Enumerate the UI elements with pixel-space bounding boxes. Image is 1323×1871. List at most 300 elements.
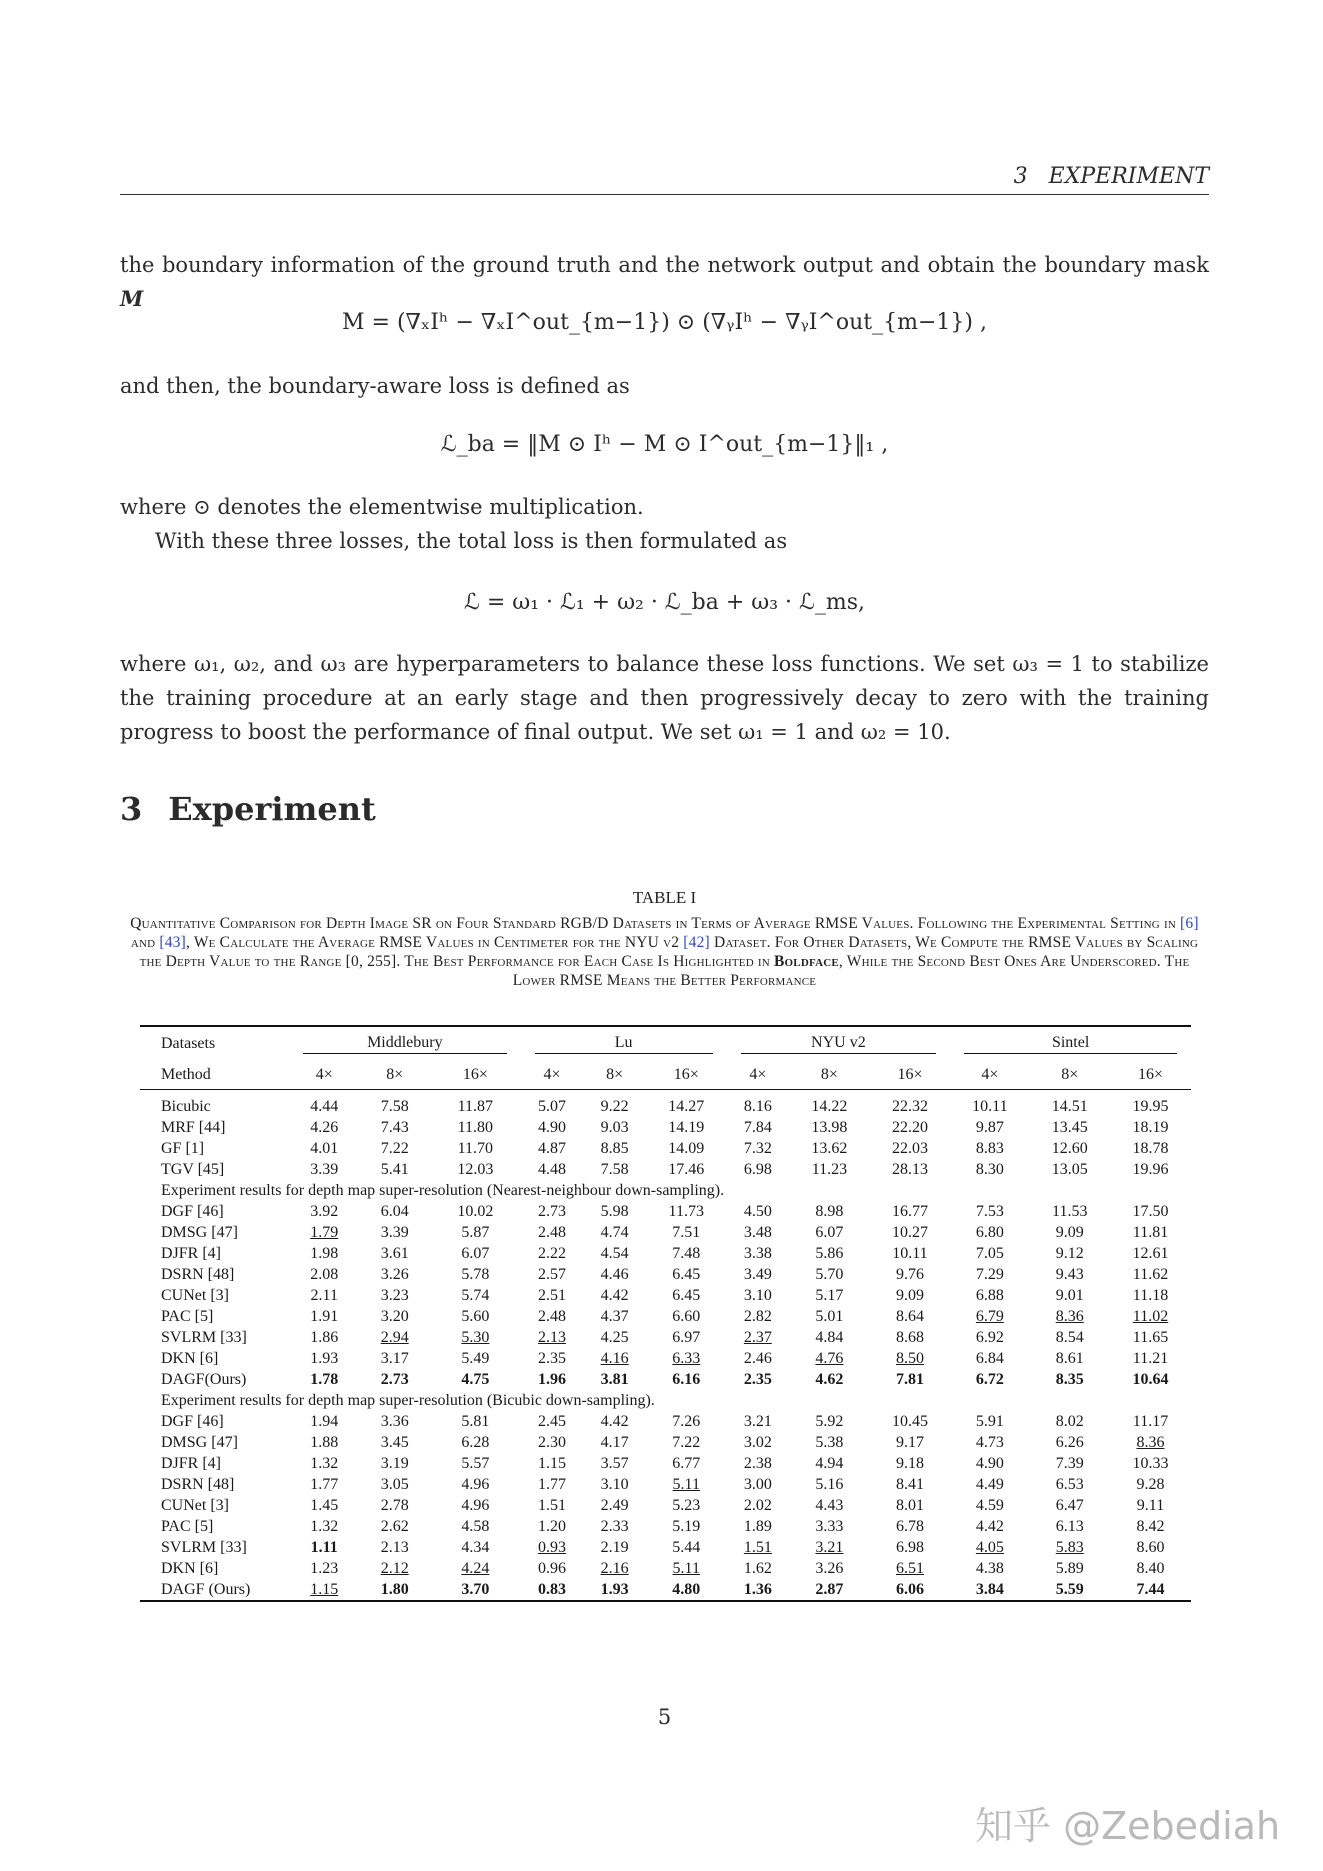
rmse-value: 3.49 (743, 1266, 772, 1283)
rmse-value: 6.77 (672, 1455, 701, 1472)
rmse-value: 5.23 (672, 1497, 701, 1514)
rmse-value: 5.38 (815, 1434, 844, 1451)
rmse-value: 3.38 (743, 1245, 772, 1262)
rmse-value: 1.77 (538, 1476, 566, 1493)
rmse-value: 3.92 (310, 1203, 339, 1220)
table-row (140, 1285, 1191, 1306)
rmse-value: 6.84 (975, 1350, 1004, 1367)
rmse-value: 6.60 (672, 1308, 701, 1325)
rmse-value: 1.11 (310, 1539, 338, 1556)
table-section-note (140, 1390, 1191, 1411)
rmse-value: 4.49 (975, 1476, 1004, 1493)
rmse-value: 1.51 (743, 1539, 772, 1556)
rmse-value: 14.22 (811, 1098, 848, 1115)
rmse-value: 4.54 (600, 1245, 629, 1262)
rmse-value: 5.49 (461, 1350, 490, 1367)
rmse-value: 5.57 (461, 1455, 490, 1472)
rmse-value: 3.61 (380, 1245, 409, 1262)
rmse-value: 2.37 (743, 1329, 772, 1346)
dataset-header: Middlebury (303, 1032, 507, 1054)
rmse-value: 9.22 (600, 1098, 629, 1115)
rmse-value: 2.08 (310, 1266, 339, 1283)
rmse-value: 8.60 (1136, 1539, 1165, 1556)
table-section-note (140, 1180, 1191, 1201)
equation-boundary-loss: ℒ_ba = ‖M ⊙ Iʰ − M ⊙ I^out_{m−1}‖₁ , (440, 432, 889, 457)
equation-mask: M = (∇ₓIʰ − ∇ₓI^out_{m−1}) ⊙ (∇ᵧIʰ − ∇ᵧI^out_{m−1}) , (342, 310, 987, 335)
rmse-value: 9.28 (1136, 1476, 1165, 1493)
table-row (140, 1090, 1191, 1118)
rmse-value: 10.11 (972, 1098, 1008, 1115)
section-heading (120, 790, 376, 828)
rmse-value: 2.82 (743, 1308, 772, 1325)
rmse-value: 3.10 (743, 1287, 772, 1304)
rmse-value: 3.02 (743, 1434, 772, 1451)
rmse-value: 8.50 (895, 1350, 924, 1367)
rmse-value: 2.19 (600, 1539, 629, 1556)
rmse-value: 2.46 (743, 1350, 772, 1367)
rmse-value: 19.96 (1132, 1161, 1169, 1178)
table-row (140, 1495, 1191, 1516)
rmse-value: 4.94 (815, 1455, 844, 1472)
dataset-header: Sintel (964, 1032, 1177, 1054)
method-name: TGV [45] (161, 1161, 225, 1178)
rmse-value: 4.24 (461, 1560, 490, 1577)
rmse-value: 4.26 (310, 1119, 339, 1136)
method-name: DSRN [48] (161, 1266, 235, 1283)
rmse-value: 14.09 (668, 1140, 705, 1157)
table-row (140, 1264, 1191, 1285)
rmse-value: 3.20 (380, 1308, 409, 1325)
method-name: CUNet [3] (161, 1497, 229, 1514)
datasets-header: Datasets (140, 1026, 289, 1059)
table-row (140, 1579, 1191, 1601)
rmse-value: 10.45 (891, 1413, 928, 1430)
rmse-value: 9.17 (895, 1434, 924, 1451)
method-name: DJFR [4] (161, 1455, 222, 1472)
header-section-title: EXPERIMENT (1048, 164, 1209, 189)
rmse-value: 9.09 (895, 1287, 924, 1304)
rmse-value: 8.64 (895, 1308, 924, 1325)
rmse-value: 22.20 (891, 1119, 928, 1136)
rmse-value: 3.05 (380, 1476, 409, 1493)
rmse-value: 14.27 (668, 1098, 705, 1115)
rmse-value: 13.45 (1051, 1119, 1088, 1136)
rmse-value: 2.22 (538, 1245, 566, 1262)
table-row (140, 1432, 1191, 1453)
rmse-value: 5.74 (461, 1287, 490, 1304)
rmse-value: 6.28 (461, 1434, 490, 1451)
scale-header: 16× (646, 1059, 727, 1090)
rmse-value: 5.44 (672, 1539, 701, 1556)
rmse-value: 9.03 (600, 1119, 629, 1136)
rmse-value: 1.62 (743, 1560, 772, 1577)
rmse-value: 7.29 (975, 1266, 1004, 1283)
method-name: GF [1] (161, 1140, 205, 1157)
rmse-value: 5.07 (538, 1098, 566, 1115)
scale-header: 16× (1110, 1059, 1191, 1090)
section-title: Experiment (168, 790, 376, 828)
rmse-value: 8.35 (1055, 1371, 1084, 1388)
table-body (140, 1026, 1191, 1601)
rmse-value: 11.81 (1132, 1224, 1169, 1241)
rmse-value: 3.39 (380, 1224, 409, 1241)
rmse-value: 4.01 (310, 1140, 339, 1157)
dataset-header: NYU v2 (741, 1032, 937, 1054)
rmse-value: 7.43 (380, 1119, 409, 1136)
rmse-value: 7.32 (743, 1140, 772, 1157)
rmse-value: 11.53 (1052, 1203, 1088, 1220)
rmse-value: 2.35 (538, 1350, 566, 1367)
rmse-value: 1.51 (538, 1497, 566, 1514)
rmse-value: 3.33 (815, 1518, 844, 1535)
scale-header: 8× (359, 1059, 429, 1090)
rmse-value: 8.02 (1055, 1413, 1084, 1430)
rmse-value: 4.59 (975, 1497, 1004, 1514)
rmse-value: 2.30 (538, 1434, 566, 1451)
rmse-value: 3.00 (743, 1476, 772, 1493)
rmse-value: 4.74 (600, 1224, 629, 1241)
rmse-value: 4.73 (975, 1434, 1004, 1451)
rmse-value: 10.02 (457, 1203, 494, 1220)
method-name: DKN [6] (161, 1350, 219, 1367)
rmse-value: 9.12 (1055, 1245, 1084, 1262)
rmse-value: 2.35 (743, 1371, 772, 1388)
rmse-value: 1.45 (310, 1497, 339, 1514)
rmse-value: 6.88 (975, 1287, 1004, 1304)
rmse-value: 2.48 (538, 1308, 566, 1325)
rmse-value: 1.88 (310, 1434, 339, 1451)
rmse-value: 1.79 (310, 1224, 339, 1241)
rmse-value: 1.77 (310, 1476, 339, 1493)
citation-link[interactable]: [43] (159, 934, 186, 951)
page-number: 5 (657, 1705, 672, 1729)
rmse-value: 6.16 (672, 1371, 701, 1388)
rmse-value: 8.16 (743, 1098, 772, 1115)
rmse-value: 1.94 (310, 1413, 339, 1430)
method-name: DSRN [48] (161, 1476, 235, 1493)
method-name: DJFR [4] (161, 1245, 222, 1262)
method-name: DGF [46] (161, 1413, 224, 1430)
rmse-value: 2.73 (538, 1203, 566, 1220)
rmse-value: 11.87 (457, 1098, 494, 1115)
rmse-value: 3.84 (950, 1579, 1029, 1601)
rmse-value: 1.36 (727, 1579, 790, 1601)
rmse-value: 3.48 (743, 1224, 772, 1241)
header-section-number: 3 (1013, 164, 1028, 189)
dataset-header: Lu (535, 1032, 713, 1054)
rmse-value: 1.91 (310, 1308, 339, 1325)
rmse-value: 4.90 (975, 1455, 1004, 1472)
rmse-value: 4.48 (538, 1161, 566, 1178)
rmse-value: 6.45 (672, 1266, 701, 1283)
rmse-value: 11.17 (1132, 1413, 1169, 1430)
rmse-value: 2.94 (380, 1329, 409, 1346)
rmse-value: 4.50 (743, 1203, 772, 1220)
rmse-value: 5.83 (1055, 1539, 1084, 1556)
section-note-text: Experiment results for depth map super-resolution (Bicubic down-sampling). (161, 1392, 655, 1409)
rmse-value: 2.13 (538, 1329, 566, 1346)
rmse-value: 9.76 (895, 1266, 924, 1283)
rmse-value: 9.11 (1136, 1497, 1165, 1514)
rmse-value: 2.48 (538, 1224, 566, 1241)
rmse-value: 3.81 (600, 1371, 629, 1388)
table-row (140, 1201, 1191, 1222)
rmse-value: 2.33 (600, 1518, 629, 1535)
rmse-value: 8.68 (895, 1329, 924, 1346)
rmse-value: 1.96 (538, 1371, 566, 1388)
rmse-value: 8.36 (1136, 1434, 1165, 1451)
rmse-value: 5.30 (461, 1329, 490, 1346)
rmse-value: 9.09 (1055, 1224, 1084, 1241)
rmse-value: 13.98 (811, 1119, 848, 1136)
rmse-value: 3.23 (380, 1287, 409, 1304)
rmse-value: 11.80 (457, 1119, 494, 1136)
rmse-value: 1.15 (289, 1579, 359, 1601)
rmse-value: 8.01 (895, 1497, 924, 1514)
rmse-value: 3.70 (430, 1579, 521, 1601)
rmse-value: 7.22 (380, 1140, 409, 1157)
rmse-value: 6.80 (975, 1224, 1004, 1241)
rmse-value: 7.05 (975, 1245, 1004, 1262)
rmse-value: 5.11 (672, 1476, 700, 1493)
mask-symbol: M (120, 286, 144, 311)
rmse-value: 4.96 (461, 1476, 490, 1493)
scale-header: 8× (583, 1059, 646, 1090)
rmse-value: 0.96 (538, 1560, 566, 1577)
rmse-value: 12.03 (457, 1161, 494, 1178)
rmse-value: 7.53 (975, 1203, 1004, 1220)
table-row (140, 1243, 1191, 1264)
rmse-value: 5.17 (815, 1287, 844, 1304)
rmse-value: 6.53 (1055, 1476, 1084, 1493)
method-name: DGF [46] (161, 1203, 224, 1220)
rmse-value: 6.45 (672, 1287, 701, 1304)
rmse-value: 11.70 (457, 1140, 494, 1157)
rmse-value: 2.45 (538, 1413, 566, 1430)
rmse-value: 1.98 (310, 1245, 339, 1262)
rmse-value: 11.21 (1132, 1350, 1169, 1367)
rmse-value: 11.62 (1132, 1266, 1169, 1283)
rmse-value: 3.45 (380, 1434, 409, 1451)
rmse-value: 3.39 (310, 1161, 339, 1178)
rmse-value: 2.12 (380, 1560, 409, 1577)
table-label: TABLE I (632, 888, 697, 907)
paragraph-boundary-loss-intro: and then, the boundary-aware loss is defined as (120, 374, 630, 398)
table-row (140, 1558, 1191, 1579)
rmse-value: 11.73 (668, 1203, 704, 1220)
rmse-value: 6.26 (1055, 1434, 1084, 1451)
table-row (140, 1516, 1191, 1537)
rmse-value: 1.32 (310, 1518, 339, 1535)
rmse-value: 12.61 (1132, 1245, 1169, 1262)
rmse-value: 2.62 (380, 1518, 409, 1535)
table-row (140, 1369, 1191, 1390)
rmse-value: 6.92 (975, 1329, 1004, 1346)
rmse-value: 19.95 (1132, 1098, 1169, 1115)
rmse-value: 5.60 (461, 1308, 490, 1325)
rmse-value: 4.16 (600, 1350, 629, 1367)
method-name: DAGF(Ours) (161, 1371, 247, 1388)
rmse-value: 5.16 (815, 1476, 844, 1493)
rmse-value: 4.38 (975, 1560, 1004, 1577)
rmse-value: 12.60 (1051, 1140, 1088, 1157)
rmse-value: 6.98 (895, 1539, 924, 1556)
rmse-value: 10.11 (892, 1245, 928, 1262)
rmse-value: 8.40 (1136, 1560, 1165, 1577)
rmse-value: 5.41 (380, 1161, 409, 1178)
table-row (140, 1222, 1191, 1243)
paragraph-elementwise: where ⊙ denotes the elementwise multiplication. (120, 495, 644, 519)
rmse-value: 8.85 (600, 1140, 629, 1157)
rmse-value: 8.54 (1055, 1329, 1084, 1346)
rmse-value: 4.25 (600, 1329, 629, 1346)
scale-header: 16× (430, 1059, 521, 1090)
rmse-value: 0.93 (538, 1539, 566, 1556)
method-name: MRF [44] (161, 1119, 226, 1136)
rmse-value: 4.84 (815, 1329, 844, 1346)
rmse-value: 4.05 (975, 1539, 1004, 1556)
rmse-value: 5.70 (815, 1266, 844, 1283)
scale-header: 16× (870, 1059, 951, 1090)
rmse-value: 2.11 (310, 1287, 338, 1304)
rmse-value: 5.11 (672, 1560, 700, 1577)
scale-header: 4× (727, 1059, 790, 1090)
rmse-value: 9.43 (1055, 1266, 1084, 1283)
rmse-value: 6.79 (975, 1308, 1004, 1325)
rmse-value: 6.33 (672, 1350, 701, 1367)
rmse-value: 8.42 (1136, 1518, 1165, 1535)
method-name: DKN [6] (161, 1560, 219, 1577)
rmse-value: 3.26 (380, 1266, 409, 1283)
table-row (140, 1474, 1191, 1495)
rmse-value: 3.26 (815, 1560, 844, 1577)
rmse-value: 17.46 (668, 1161, 705, 1178)
rmse-value: 4.17 (600, 1434, 629, 1451)
rmse-value: 3.21 (815, 1539, 844, 1556)
rmse-value: 28.13 (891, 1161, 928, 1178)
scale-header: 4× (289, 1059, 359, 1090)
rmse-value: 6.07 (461, 1245, 490, 1262)
rmse-value: 9.01 (1055, 1287, 1084, 1304)
method-name: PAC [5] (161, 1518, 214, 1535)
rmse-value: 3.10 (600, 1476, 629, 1493)
method-header: Method (140, 1059, 289, 1090)
rmse-value: 6.72 (975, 1371, 1004, 1388)
rmse-value: 4.62 (815, 1371, 844, 1388)
rmse-value: 2.16 (600, 1560, 629, 1577)
table-row (140, 1138, 1191, 1159)
rmse-value: 1.32 (310, 1455, 339, 1472)
rmse-value: 2.02 (743, 1497, 772, 1514)
method-name: CUNet [3] (161, 1287, 229, 1304)
rmse-value: 4.80 (646, 1579, 727, 1601)
method-name: Bicubic (161, 1098, 211, 1115)
rmse-value: 4.44 (310, 1098, 339, 1115)
rmse-value: 6.51 (895, 1560, 924, 1577)
rmse-value: 4.87 (538, 1140, 566, 1157)
rmse-value: 5.86 (815, 1245, 844, 1262)
running-header (120, 164, 1209, 189)
rmse-value: 4.46 (600, 1266, 629, 1283)
section-note-text: Experiment results for depth map super-resolution (Nearest-neighbour down-sampling). (161, 1182, 725, 1199)
rmse-value: 4.34 (461, 1539, 490, 1556)
rmse-value: 5.81 (461, 1413, 490, 1430)
rmse-value: 17.50 (1132, 1203, 1169, 1220)
rmse-value: 3.57 (600, 1455, 629, 1472)
rmse-value: 0.83 (521, 1579, 584, 1601)
scale-header: 8× (789, 1059, 870, 1090)
table-header-datasets (140, 1026, 1191, 1059)
rmse-value: 5.91 (975, 1413, 1004, 1430)
rmse-value: 7.58 (380, 1098, 409, 1115)
table-header-scales (140, 1059, 1191, 1090)
rmse-value: 4.43 (815, 1497, 844, 1514)
method-name: PAC [5] (161, 1308, 214, 1325)
table-row (140, 1348, 1191, 1369)
rmse-value: 16.77 (891, 1203, 928, 1220)
rmse-value: 4.90 (538, 1119, 566, 1136)
rmse-value: 13.62 (811, 1140, 848, 1157)
table-row (140, 1411, 1191, 1432)
table-row (140, 1117, 1191, 1138)
citation-link[interactable]: [42] (683, 934, 710, 951)
rmse-value: 11.65 (1132, 1329, 1169, 1346)
method-name: SVLRM [33] (161, 1329, 247, 1346)
rmse-value: 5.87 (461, 1224, 490, 1241)
rmse-value: 5.98 (600, 1203, 629, 1220)
rmse-value: 6.13 (1055, 1518, 1084, 1535)
method-name: DMSG [47] (161, 1434, 238, 1451)
section-number: 3 (120, 790, 143, 828)
rmse-value: 6.78 (895, 1518, 924, 1535)
rmse-value: 2.87 (789, 1579, 870, 1601)
rmse-value: 10.64 (1132, 1371, 1169, 1388)
rmse-value: 1.93 (310, 1350, 339, 1367)
rmse-value: 8.30 (975, 1161, 1004, 1178)
table-caption: Quantitative Comparison for Depth Image SR on Four Standard RGB/D Datasets in Terms of Average RMSE Values. Following the Experimental Setting in [6] and [43], We Calculate the Average RMSE Values in Centimeter for the NYU v2 [42] Dataset. For Other Datasets, We Compute the RMSE Values by Scaling the Depth Value to the Range [0, 255]. The Best Performance for Each Case Is Highlighted in Boldface, While the Second Best Ones Are Underscored. The Lower RMSE Means the Better Performance (130, 915, 1199, 989)
rmse-value: 2.49 (600, 1497, 629, 1514)
rmse-value: 3.36 (380, 1413, 409, 1430)
paragraph-total-loss-intro: With these three losses, the total loss is then formulated as (155, 529, 788, 553)
rmse-value: 4.42 (600, 1287, 629, 1304)
rmse-value: 4.76 (815, 1350, 844, 1367)
rmse-value: 1.86 (310, 1329, 339, 1346)
table-row (140, 1453, 1191, 1474)
equation-total-loss: ℒ = ω₁ · ℒ₁ + ω₂ · ℒ_ba + ω₃ · ℒ_ms, (463, 590, 866, 615)
rmse-value: 9.87 (975, 1119, 1004, 1136)
rmse-value: 7.26 (672, 1413, 701, 1430)
table-row (140, 1537, 1191, 1558)
rmse-value: 8.98 (815, 1203, 844, 1220)
rmse-value: 6.04 (380, 1203, 409, 1220)
rmse-value: 4.58 (461, 1518, 490, 1535)
rmse-value: 1.15 (538, 1455, 566, 1472)
method-name: DMSG [47] (161, 1224, 238, 1241)
rmse-value: 22.32 (891, 1098, 928, 1115)
rmse-value: 11.18 (1132, 1287, 1169, 1304)
rmse-value: 4.37 (600, 1308, 629, 1325)
rmse-value: 5.78 (461, 1266, 490, 1283)
rmse-value: 14.51 (1051, 1098, 1088, 1115)
paragraph-hyperparameters: where ω₁, ω₂, and ω₃ are hyperparameters to balance these loss functions. We set ω₃ = 1 to stabilize the training procedure at an early stage and then progressively decay to zero with the training progress to boost the performance of final output. We set ω₁ = 1 and ω₂ = 10. (120, 652, 1209, 744)
table-row (140, 1159, 1191, 1180)
rmse-value: 6.07 (815, 1224, 844, 1241)
rmse-value: 2.51 (538, 1287, 566, 1304)
citation-link[interactable]: [6] (1180, 915, 1199, 932)
rmse-value: 11.02 (1132, 1308, 1169, 1325)
method-name: SVLRM [33] (161, 1539, 247, 1556)
rmse-value: 5.01 (815, 1308, 844, 1325)
